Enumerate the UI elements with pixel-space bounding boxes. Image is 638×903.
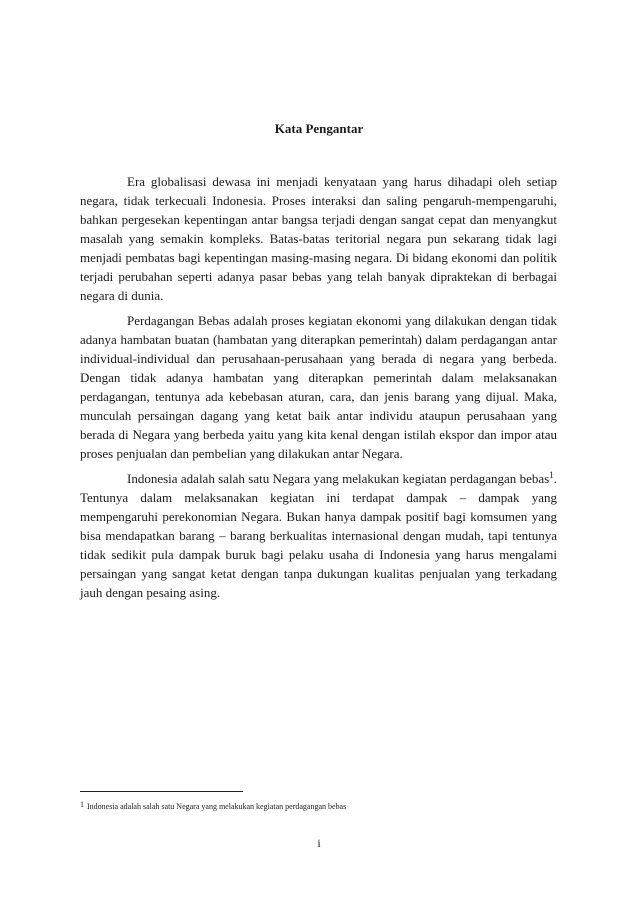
paragraph-indonesia-part1: Indonesia adalah salah satu Negara yang melakukan kegiatan perdagangan bebas — [127, 471, 550, 486]
footnote-reference[interactable]: 1 — [549, 470, 554, 480]
page-number: i — [317, 836, 321, 850]
body-text — [80, 172, 557, 602]
paragraph-indonesia — [80, 469, 557, 602]
footnote-mark: 1 — [80, 800, 84, 809]
paragraph-globalisasi: Era globalisasi dewasa ini menjadi kenyataan yang harus dihadapi oleh setiap negara, tidak terkecuali Indonesia. Proses interaksi dan saling pengaruh-mempengaruhi, bahkan pergesekan kepentingan antar bangsa terjadi dengan sangat cepat dan menyangkut masalah yang semakin kompleks. Batas-batas teritorial negara pun sekarang tidak lagi menjadi pembatas bagi kepentingan masing-masing negara. Di bidang ekonomi dan politik terjadi perubahan seperti adanya pasar bebas yang telah banyak dipraktekan di berbagai negara di dunia. — [80, 174, 557, 303]
footnote-divider — [80, 791, 243, 792]
page-title: Kata Pengantar — [274, 121, 364, 136]
footnote-text: Indonesia adalah salah satu Negara yang melakukan kegiatan perdagangan bebas — [87, 802, 347, 811]
paragraph-indonesia-part2: . Tentunya dalam melaksanakan kegiatan ini terdapat dampak – dampak yang mempengaruhi perekonomian Negara. Bukan hanya dampak positif bagi komsumen yang bisa mendapatkan barang – barang berkualitas internasional dengan mudah, tapi tentunya tidak sedikit pula dampak buruk bagi pelaku usaha di Indonesia yang harus mengalami persaingan yang sangat ketat dengan tanpa dukungan kualitas penjualan yang terkadang jauh dengan pesaing asing. — [80, 471, 557, 600]
paragraph-perdagangan-bebas: Perdagangan Bebas adalah proses kegiatan ekonomi yang dilakukan dengan tidak adanya hambatan buatan (hambatan yang diterapkan pemerintah) dalam perdagangan antar individual-individual dan perusahaan-perusahaan yang berada di negara yang berbeda. Dengan tidak adanya hambatan yang diterapkan pemerintah dalam melaksanakan perdagangan, tentunya ada kebebasan aturan, cara, dan jenis barang yang dijual. Maka, munculah persaingan dagang yang ketat baik antar individu ataupun perusahaan yang berada di Negara yang berbeda yaitu yang kita kenal dengan istilah ekspor dan impor atau proses penjualan dan pembelian yang dilakukan antar Negara. — [80, 313, 557, 461]
footnote — [80, 799, 346, 813]
